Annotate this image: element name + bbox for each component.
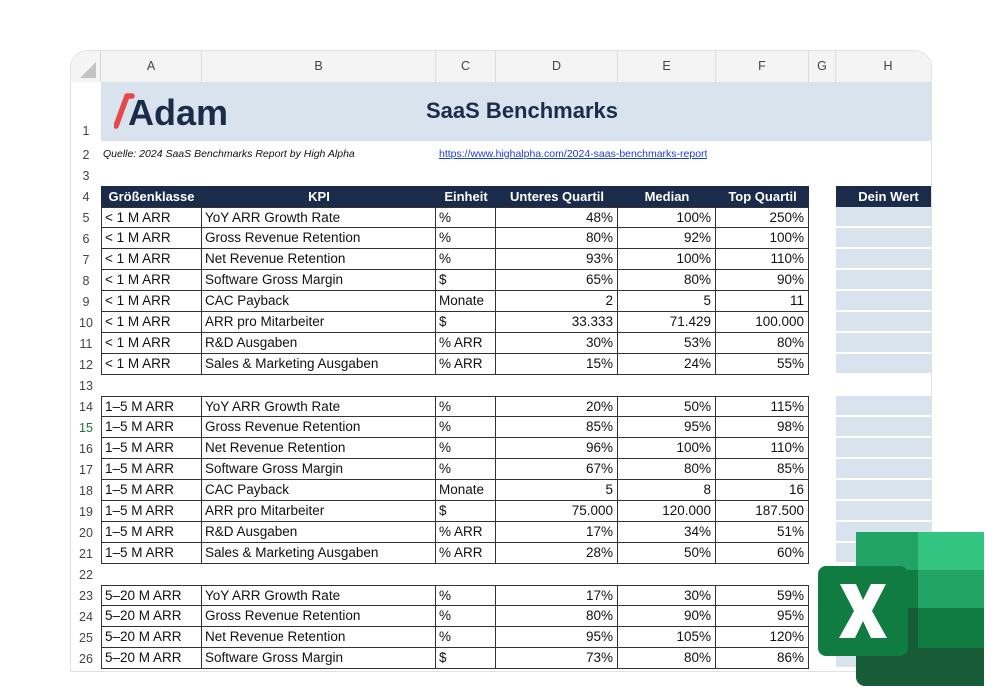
user-value-input[interactable] xyxy=(836,354,932,374)
table-cell[interactable]: 100% xyxy=(618,207,716,228)
column-header-b[interactable]: B xyxy=(202,51,436,82)
table-cell[interactable]: CAC Payback xyxy=(202,480,436,501)
table-cell[interactable]: Gross Revenue Retention xyxy=(202,228,436,249)
source-link[interactable]: https://www.highalpha.com/2024-saas-benchmarks-report xyxy=(439,148,708,160)
row-header-16[interactable] xyxy=(71,438,101,459)
row-header-25[interactable] xyxy=(71,627,101,648)
select-all-button[interactable] xyxy=(71,51,101,82)
user-value-input[interactable] xyxy=(836,480,932,500)
row-number: 8 xyxy=(82,274,90,288)
table-cell[interactable]: 33.333 xyxy=(496,312,618,333)
row-header-22[interactable] xyxy=(71,564,101,585)
table-cell[interactable]: CAC Payback xyxy=(202,291,436,312)
table-cell[interactable]: % xyxy=(436,585,496,606)
table-cell[interactable]: 93% xyxy=(496,249,618,270)
table-cell[interactable]: $ xyxy=(436,270,496,291)
row-header-20[interactable] xyxy=(71,522,101,543)
table-cell[interactable]: 98% xyxy=(716,417,809,438)
row-header-10[interactable] xyxy=(71,312,101,333)
table-cell[interactable]: 80% xyxy=(496,228,618,249)
table-cell[interactable]: 5–20 M ARR xyxy=(101,648,202,669)
table-cell[interactable]: % xyxy=(436,627,496,648)
row-header-14[interactable] xyxy=(71,396,101,417)
row-header-5[interactable] xyxy=(71,207,101,228)
table-cell[interactable]: 53% xyxy=(618,333,716,354)
row-header-9[interactable] xyxy=(71,291,101,312)
table-cell[interactable]: 1–5 M ARR xyxy=(101,396,202,417)
table-cell[interactable]: % ARR xyxy=(436,354,496,375)
table-cell[interactable]: 100% xyxy=(618,438,716,459)
row-number: 1 xyxy=(82,124,90,138)
table-cell[interactable]: YoY ARR Growth Rate xyxy=(202,396,436,417)
row-header-7[interactable] xyxy=(71,249,101,270)
row-number: 17 xyxy=(79,463,93,477)
table-cell[interactable]: 85% xyxy=(716,459,809,480)
table-cell[interactable]: $ xyxy=(436,312,496,333)
table-cell[interactable]: 48% xyxy=(496,207,618,228)
table-header: KPI xyxy=(202,186,436,207)
table-cell[interactable]: 55% xyxy=(716,354,809,375)
table-cell[interactable]: 92% xyxy=(618,228,716,249)
table-cell[interactable]: 100% xyxy=(618,249,716,270)
table-cell[interactable]: Monate xyxy=(436,291,496,312)
row-header-19[interactable] xyxy=(71,501,101,522)
table-header: Top Quartil xyxy=(716,186,809,207)
table-header: Median xyxy=(618,186,716,207)
user-value-input[interactable] xyxy=(836,270,932,290)
table-cell[interactable]: Software Gross Margin xyxy=(202,459,436,480)
table-cell[interactable]: % xyxy=(436,228,496,249)
row-header-23[interactable] xyxy=(71,585,101,606)
table-cell[interactable]: % xyxy=(436,417,496,438)
table-cell[interactable]: 187.500 xyxy=(716,501,809,522)
row-header-4[interactable] xyxy=(71,186,101,207)
table-cell[interactable]: 120% xyxy=(716,627,809,648)
table-cell[interactable]: YoY ARR Growth Rate xyxy=(202,207,436,228)
table-cell[interactable]: 95% xyxy=(496,627,618,648)
table-cell[interactable]: 1–5 M ARR xyxy=(101,522,202,543)
user-value-input[interactable] xyxy=(836,396,932,416)
table-cell[interactable]: 90% xyxy=(618,606,716,627)
row-header-26[interactable] xyxy=(71,648,101,669)
table-cell[interactable]: 100.000 xyxy=(716,312,809,333)
column-header-f[interactable]: F xyxy=(716,51,809,82)
table-cell[interactable]: 1–5 M ARR xyxy=(101,459,202,480)
table-cell[interactable]: 17% xyxy=(496,585,618,606)
user-value-header: Dein Wert xyxy=(836,186,932,207)
row-number: 5 xyxy=(82,211,90,225)
row-number: 24 xyxy=(79,610,93,624)
table-cell[interactable]: < 1 M ARR xyxy=(101,312,202,333)
table-cell[interactable]: 95% xyxy=(618,417,716,438)
table-cell[interactable]: 80% xyxy=(618,459,716,480)
table-cell[interactable]: Gross Revenue Retention xyxy=(202,417,436,438)
table-cell[interactable]: 16 xyxy=(716,480,809,501)
table-cell[interactable]: Net Revenue Retention xyxy=(202,438,436,459)
table-cell[interactable]: < 1 M ARR xyxy=(101,249,202,270)
table-cell[interactable]: 1–5 M ARR xyxy=(101,501,202,522)
table-cell[interactable]: 250% xyxy=(716,207,809,228)
user-value-input[interactable] xyxy=(836,417,932,437)
row-header-1[interactable] xyxy=(71,82,101,141)
table-cell[interactable]: 115% xyxy=(716,396,809,417)
table-cell[interactable]: 11 xyxy=(716,291,809,312)
table-cell[interactable]: 59% xyxy=(716,585,809,606)
table-cell[interactable]: % ARR xyxy=(436,522,496,543)
table-cell[interactable]: 34% xyxy=(618,522,716,543)
table-cell[interactable]: % xyxy=(436,249,496,270)
table-cell[interactable]: < 1 M ARR xyxy=(101,228,202,249)
table-cell[interactable]: 30% xyxy=(496,333,618,354)
table-cell[interactable]: < 1 M ARR xyxy=(101,207,202,228)
table-cell[interactable]: 80% xyxy=(618,648,716,669)
row-number: 4 xyxy=(82,190,90,204)
table-cell[interactable]: Sales & Marketing Ausgaben xyxy=(202,354,436,375)
table-cell[interactable]: 5 xyxy=(618,291,716,312)
table-cell[interactable]: 71.429 xyxy=(618,312,716,333)
page-title: SaaS Benchmarks xyxy=(426,98,618,123)
table-cell[interactable]: Monate xyxy=(436,480,496,501)
table-cell[interactable]: % xyxy=(436,606,496,627)
row-number: 23 xyxy=(79,589,93,603)
table-cell[interactable]: 1–5 M ARR xyxy=(101,417,202,438)
row-number: 2 xyxy=(82,148,90,162)
user-value-input[interactable] xyxy=(836,501,932,521)
table-cell[interactable]: < 1 M ARR xyxy=(101,270,202,291)
table-cell[interactable]: < 1 M ARR xyxy=(101,354,202,375)
spreadsheet xyxy=(70,50,932,672)
row-number: 10 xyxy=(79,316,93,330)
logo-text: Adam xyxy=(128,92,229,132)
table-cell[interactable]: 5–20 M ARR xyxy=(101,606,202,627)
table-cell[interactable]: $ xyxy=(436,648,496,669)
table-cell[interactable]: $ xyxy=(436,501,496,522)
user-value-input[interactable] xyxy=(836,333,932,353)
table-cell[interactable]: R&D Ausgaben xyxy=(202,333,436,354)
table-cell[interactable]: Software Gross Margin xyxy=(202,648,436,669)
table-cell[interactable]: 110% xyxy=(716,249,809,270)
row-header-13[interactable] xyxy=(71,375,101,396)
user-value-input[interactable] xyxy=(836,312,932,332)
table-cell[interactable]: 1–5 M ARR xyxy=(101,543,202,564)
table-cell[interactable]: 80% xyxy=(716,333,809,354)
table-cell[interactable]: Software Gross Margin xyxy=(202,270,436,291)
row-header-3[interactable] xyxy=(71,165,101,186)
row-header-2[interactable] xyxy=(71,141,101,165)
table-cell[interactable]: 65% xyxy=(496,270,618,291)
table-cell[interactable]: < 1 M ARR xyxy=(101,333,202,354)
table-cell[interactable]: Sales & Marketing Ausgaben xyxy=(202,543,436,564)
row-header-6[interactable] xyxy=(71,228,101,249)
row-header-24[interactable] xyxy=(71,606,101,627)
column-header-c[interactable]: C xyxy=(436,51,496,82)
table-cell[interactable]: 95% xyxy=(716,606,809,627)
column-header-h[interactable]: H xyxy=(836,51,932,82)
row-header-8[interactable] xyxy=(71,270,101,291)
table-cell[interactable]: 60% xyxy=(716,543,809,564)
table-cell[interactable]: 5–20 M ARR xyxy=(101,627,202,648)
table-cell[interactable]: 51% xyxy=(716,522,809,543)
table-cell[interactable]: % ARR xyxy=(436,543,496,564)
column-header-a[interactable]: A xyxy=(101,51,202,82)
row-number: 18 xyxy=(79,484,93,498)
table-cell[interactable]: 30% xyxy=(618,585,716,606)
row-number: 20 xyxy=(79,526,93,540)
table-cell[interactable]: ARR pro Mitarbeiter xyxy=(202,312,436,333)
excel-app-icon xyxy=(818,532,986,686)
table-cell[interactable]: 5 xyxy=(496,480,618,501)
table-cell[interactable]: 24% xyxy=(618,354,716,375)
table-cell[interactable]: 96% xyxy=(496,438,618,459)
row-header-18[interactable] xyxy=(71,480,101,501)
table-cell[interactable]: % xyxy=(436,396,496,417)
table-cell[interactable]: 28% xyxy=(496,543,618,564)
row-number: 3 xyxy=(82,169,90,183)
row-header-12[interactable] xyxy=(71,354,101,375)
table-header: Einheit xyxy=(436,186,496,207)
row-header-11[interactable] xyxy=(71,333,101,354)
row-number: 9 xyxy=(82,295,90,309)
table-cell[interactable]: Net Revenue Retention xyxy=(202,249,436,270)
table-cell[interactable]: 1–5 M ARR xyxy=(101,438,202,459)
column-header-g[interactable]: G xyxy=(809,51,836,82)
row-number: 25 xyxy=(79,631,93,645)
row-header-17[interactable] xyxy=(71,459,101,480)
row-number: 15 xyxy=(79,421,93,435)
table-cell[interactable]: 80% xyxy=(618,270,716,291)
user-value-input[interactable] xyxy=(836,459,932,479)
user-value-input[interactable] xyxy=(836,207,932,227)
table-cell[interactable]: 50% xyxy=(618,543,716,564)
table-cell[interactable]: YoY ARR Growth Rate xyxy=(202,585,436,606)
row-header-21[interactable] xyxy=(71,543,101,564)
table-cell[interactable]: % xyxy=(436,438,496,459)
table-cell[interactable]: 20% xyxy=(496,396,618,417)
row-number: 14 xyxy=(79,400,93,414)
adam-logo xyxy=(114,92,304,132)
table-cell[interactable]: % xyxy=(436,207,496,228)
table-cell[interactable]: Net Revenue Retention xyxy=(202,627,436,648)
row-header-15[interactable] xyxy=(71,417,101,438)
table-cell[interactable]: 86% xyxy=(716,648,809,669)
table-cell[interactable]: 85% xyxy=(496,417,618,438)
table-cell[interactable]: < 1 M ARR xyxy=(101,291,202,312)
table-cell[interactable]: 2 xyxy=(496,291,618,312)
user-value-input[interactable] xyxy=(836,249,932,269)
table-cell[interactable]: 80% xyxy=(496,606,618,627)
row-number: 22 xyxy=(79,568,93,582)
table-header: Unteres Quartil xyxy=(496,186,618,207)
table-cell[interactable]: 75.000 xyxy=(496,501,618,522)
table-cell[interactable]: Gross Revenue Retention xyxy=(202,606,436,627)
table-cell[interactable]: % ARR xyxy=(436,333,496,354)
table-header: Größenklasse xyxy=(101,186,202,207)
column-header-d[interactable]: D xyxy=(496,51,618,82)
row-number: 7 xyxy=(82,253,90,267)
row-number: 11 xyxy=(79,337,93,351)
table-cell[interactable]: 5–20 M ARR xyxy=(101,585,202,606)
row-number: 19 xyxy=(79,505,93,519)
table-cell[interactable]: 100% xyxy=(716,228,809,249)
row-number: 12 xyxy=(79,358,93,372)
table-cell[interactable]: 67% xyxy=(496,459,618,480)
column-header-e[interactable]: E xyxy=(618,51,716,82)
table-cell[interactable]: 105% xyxy=(618,627,716,648)
table-cell[interactable]: ARR pro Mitarbeiter xyxy=(202,501,436,522)
row-number: 16 xyxy=(79,442,93,456)
table-cell[interactable]: 73% xyxy=(496,648,618,669)
table-cell[interactable]: 120.000 xyxy=(618,501,716,522)
table-cell[interactable]: 110% xyxy=(716,438,809,459)
row-number: 26 xyxy=(79,652,93,666)
row-number: 21 xyxy=(79,547,93,561)
table-cell[interactable]: R&D Ausgaben xyxy=(202,522,436,543)
user-value-input[interactable] xyxy=(836,438,932,458)
table-cell[interactable]: 90% xyxy=(716,270,809,291)
row-number: 6 xyxy=(82,232,90,246)
table-cell[interactable]: % xyxy=(436,459,496,480)
user-value-input[interactable] xyxy=(836,228,932,248)
table-cell[interactable]: 17% xyxy=(496,522,618,543)
source-note: Quelle: 2024 SaaS Benchmarks Report by High Alpha xyxy=(103,148,355,160)
table-cell[interactable]: 1–5 M ARR xyxy=(101,480,202,501)
table-cell[interactable]: 15% xyxy=(496,354,618,375)
user-value-input[interactable] xyxy=(836,291,932,311)
table-cell[interactable]: 50% xyxy=(618,396,716,417)
row-number: 13 xyxy=(79,379,93,393)
table-cell[interactable]: 8 xyxy=(618,480,716,501)
